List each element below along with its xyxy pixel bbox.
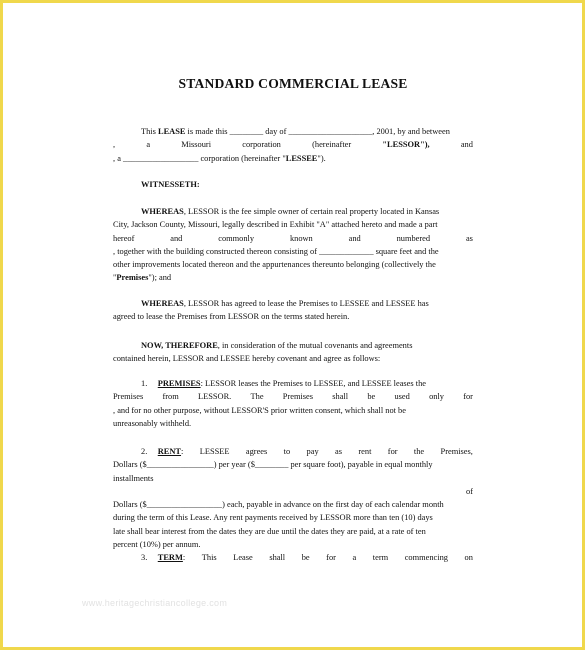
text: , LESSOR has agreed to lease the Premises to LESSEE and LESSEE has bbox=[183, 299, 429, 308]
lessor-term: "LESSOR"), bbox=[382, 140, 430, 150]
text: : bbox=[182, 553, 186, 562]
section-number: 1. bbox=[141, 379, 148, 388]
word: , bbox=[113, 140, 116, 150]
word: (hereinafter bbox=[312, 140, 352, 150]
word: rent bbox=[358, 447, 372, 456]
whereas-term: WHEREAS bbox=[141, 207, 184, 216]
document-title: STANDARD COMMERCIAL LEASE bbox=[178, 76, 408, 91]
section-number: 2. bbox=[141, 447, 148, 456]
word: Lease bbox=[233, 553, 253, 562]
word: pay bbox=[306, 447, 319, 456]
whereas-term: WHEREAS bbox=[141, 299, 184, 308]
lease-document bbox=[113, 0, 473, 650]
word: shall bbox=[332, 392, 349, 402]
word: on bbox=[464, 553, 473, 562]
word: and bbox=[348, 233, 361, 243]
word: commonly bbox=[218, 233, 255, 243]
word: for bbox=[326, 553, 336, 562]
now-therefore-paragraph bbox=[113, 339, 473, 366]
text: " bbox=[113, 273, 117, 283]
section-label bbox=[113, 445, 183, 458]
word: and bbox=[460, 140, 473, 150]
line: agreed to lease the Premises from LESSOR on the terms stated herein. bbox=[113, 312, 350, 322]
word: Premises bbox=[113, 392, 144, 402]
word: LESSEE bbox=[199, 447, 230, 456]
line: percent (10%) per annum. bbox=[113, 540, 201, 550]
intro-paragraph bbox=[113, 125, 473, 165]
section-heading: RENT bbox=[157, 447, 182, 456]
line: other improvements located thereon and the appurtenances thereunto belonging (collectively the bbox=[113, 260, 436, 270]
line: Dollars ($________________) per year ($________ per square foot), payable in equal monthly bbox=[113, 460, 433, 470]
word: for bbox=[387, 447, 398, 456]
whereas-paragraph-1 bbox=[113, 205, 473, 285]
line: unreasonably withheld. bbox=[113, 418, 192, 428]
intro-text: corporation (hereinafter " bbox=[198, 153, 286, 163]
word: to bbox=[283, 447, 291, 456]
intro-text: is made this ________ day of ____________________, 2001, by and between bbox=[185, 127, 450, 136]
line bbox=[113, 390, 473, 403]
line: City, Jackson County, Missouri, legally described in Exhibit "A" attached hereto and made a part bbox=[113, 220, 438, 230]
word: as bbox=[335, 447, 342, 456]
now-therefore-term: NOW, THEREFORE bbox=[141, 341, 218, 350]
line bbox=[113, 232, 473, 245]
line: of bbox=[466, 486, 473, 496]
word: The bbox=[250, 392, 264, 402]
text: , LESSOR is the fee simple owner of certain real property located in Kansas bbox=[183, 207, 440, 216]
intro-text: , a bbox=[113, 153, 123, 163]
word: LESSOR. bbox=[198, 392, 232, 402]
line: Dollars ($__________________) each, payable in advance on the first day of each calendar month bbox=[113, 500, 444, 510]
word: hereof bbox=[113, 233, 135, 243]
word: be bbox=[301, 553, 310, 562]
text: : bbox=[181, 447, 184, 456]
intro-line-2 bbox=[113, 138, 473, 151]
word: used bbox=[394, 392, 410, 402]
watermark: www.heritagechristiancollege.com bbox=[82, 598, 228, 608]
premises-term: Premises bbox=[116, 273, 149, 283]
word: numbered bbox=[396, 233, 431, 243]
word: Premises bbox=[282, 392, 314, 402]
witnesseth-text: WITNESSETH: bbox=[141, 180, 200, 189]
section-number: 3. bbox=[141, 553, 148, 562]
section-label bbox=[113, 551, 185, 564]
word: shall bbox=[269, 553, 286, 562]
word: for bbox=[463, 392, 473, 402]
witnesseth-heading bbox=[113, 178, 473, 191]
line bbox=[113, 377, 473, 390]
text: , in consideration of the mutual covenants and agreements bbox=[217, 341, 413, 350]
line bbox=[113, 297, 473, 310]
text: : LESSOR leases the Premises to LESSEE, and LESSEE leases the bbox=[200, 379, 426, 388]
line: contained herein, LESSOR and LESSEE hereby covenant and agree as follows: bbox=[113, 354, 381, 364]
line bbox=[113, 445, 473, 458]
line bbox=[113, 205, 473, 218]
word: from bbox=[162, 392, 179, 402]
word: Missouri bbox=[181, 140, 212, 150]
section-heading: TERM bbox=[157, 553, 183, 562]
line bbox=[113, 271, 473, 284]
word: Premises, bbox=[440, 447, 473, 456]
line: late shall bear interest from the dates they are due until the dates they are paid, at a rate of ten bbox=[113, 526, 426, 536]
section-heading: PREMISES bbox=[157, 379, 201, 388]
text: "); and bbox=[148, 273, 172, 283]
intro-line-3 bbox=[113, 152, 473, 165]
word: term bbox=[372, 553, 389, 562]
word: corporation bbox=[242, 140, 281, 150]
line bbox=[113, 551, 473, 564]
line: during the term of this Lease. Any rent payments received by LESSOR more than ten (10) days bbox=[113, 513, 433, 523]
line bbox=[113, 339, 473, 352]
line: installments bbox=[113, 473, 154, 483]
word: commencing bbox=[404, 553, 448, 562]
word: and bbox=[170, 233, 183, 243]
word: known bbox=[289, 233, 313, 243]
word: This bbox=[201, 553, 217, 562]
intro-text: This bbox=[141, 127, 158, 136]
section-rent bbox=[113, 445, 473, 551]
word: a bbox=[146, 140, 151, 150]
section-term bbox=[113, 551, 473, 564]
word: a bbox=[352, 553, 357, 562]
lessee-term: LESSEE bbox=[285, 153, 318, 163]
line: , and for no other purpose, without LESSOR'S prior written consent, which shall not be bbox=[113, 405, 406, 415]
line: , together with the building constructed thereon consisting of _____________ square feet and the bbox=[113, 246, 439, 256]
intro-line-1 bbox=[113, 125, 473, 138]
whereas-paragraph-2 bbox=[113, 297, 473, 324]
word: agrees bbox=[245, 447, 268, 456]
word: the bbox=[413, 447, 425, 456]
lease-term: LEASE bbox=[157, 127, 186, 136]
word: as bbox=[465, 233, 473, 243]
word: be bbox=[367, 392, 376, 402]
section-premises bbox=[113, 377, 473, 430]
intro-text: "). bbox=[317, 153, 326, 163]
blank-line: __________________ bbox=[123, 153, 199, 163]
word: only bbox=[429, 392, 444, 402]
